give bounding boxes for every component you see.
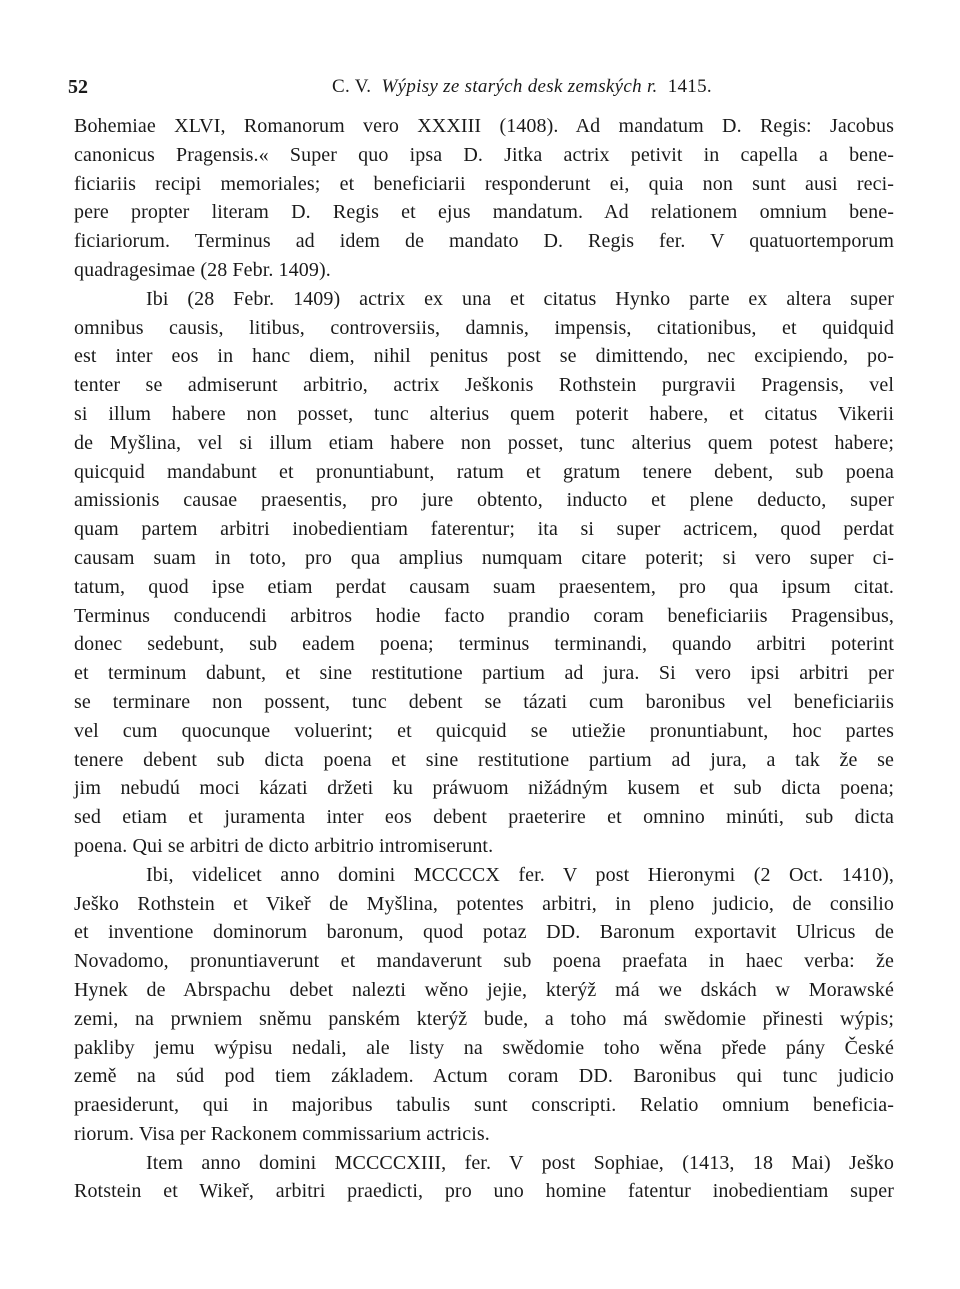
text-line: causam suam in toto, pro qua amplius numquam citare poterit; si vero super ci- (74, 546, 894, 569)
text-line: riorum. Visa per Rackonem commissarium actricis. (74, 1122, 490, 1145)
text-line: Ješko Rothstein et Vikeř de Myšlina, potentes arbitri, in pleno judicio, de consilio (74, 892, 894, 915)
text-line: quam partem arbitri inobedientiam faterentur; ita si super actricem, quod perdat (74, 518, 894, 541)
text-line: sed etiam et juramenta inter eos debent praeterire et omnino minúti, sub dicta (74, 806, 894, 829)
paragraph (74, 861, 894, 1149)
text-line: jim nebudú moci kázati držeti ku práwuom nižádným kusem et sub dicta poena; (74, 777, 894, 800)
running-year: 1415. (667, 76, 712, 97)
text-line: est inter eos in hanc diem, nihil penitus post se dimittendo, nec excipiendo, po- (74, 345, 894, 368)
text-line: tenter se admiserunt arbitrio, actrix Ješkonis Rothstein purgravii Pragensis, vel (74, 374, 894, 397)
text-line: quadragesimae (28 Febr. 1409). (74, 258, 331, 281)
text-line: Ibi (28 Febr. 1409) actrix ex una et citatus Hynko parte ex altera super (146, 287, 894, 310)
text-line: tatum, quod ipse etiam perdat causam suam praesentem, pro qua ipsum citat. (74, 575, 894, 598)
text-line: praesiderunt, qui in majoribus tabulis sunt conscripti. Relatio omnium beneficia- (74, 1094, 894, 1117)
running-head (332, 76, 712, 98)
text-line: Terminus conducendi arbitros hodie facto prandio coram beneficiariis Pragensibus, (74, 604, 894, 627)
text-line: Ibi, videlicet anno domini MCCCCX fer. V post Hieronymi (2 Oct. 1410), (146, 863, 894, 886)
text-line: pere propter literam D. Regis et ejus mandatum. Ad relationem omnium bene- (74, 201, 894, 224)
chapter-label: C. V. (332, 76, 372, 97)
text-line: Hynek de Abrspachu debet nalezti wěno jejie, kterýž má we dskách w Morawské (74, 978, 894, 1001)
text-line: tenere debent sub dicta poena et sine restitutione partium ad jura, a tak že se (74, 748, 894, 771)
text-line: Item anno domini MCCCCXIII, fer. V post Sophiae, (1413, 18 Mai) Ješko (146, 1151, 894, 1174)
body-text (74, 112, 894, 1206)
text-line: amissionis causae praesentis, pro jure obtento, inducto et plene deducto, super (74, 489, 894, 512)
text-line: se terminare non possent, tunc debent se tázati cum baronibus vel beneficiariis (74, 690, 894, 713)
text-line: Novadomo, pronuntiaverunt et mandaverunt sub poena praefata in haec verba: že (74, 950, 894, 973)
running-title: Wýpisy ze starých desk zemských r. (381, 76, 658, 97)
text-line: Bohemiae XLVI, Romanorum vero XXXIII (1408). Ad mandatum D. Regis: Jacobus (74, 115, 894, 137)
page-number: 52 (68, 76, 88, 98)
text-line: donec sedebunt, sub eadem poena; terminus terminandi, quando arbitri poterint (74, 633, 894, 656)
text-line: pakliby jemu wýpisu nedali, ale listy na swědomie toho wěna přede pány České (74, 1036, 894, 1059)
text-line: quicquid mandabunt et pronuntiabunt, ratum et gratum tenere debent, sub poena (74, 460, 894, 483)
text-line: poena. Qui se arbitri de dicto arbitrio intromiserunt. (74, 834, 494, 857)
page-header (68, 70, 898, 106)
text-line: země na súd pod tiem základem. Actum coram DD. Baronibus qui tunc judicio (74, 1065, 894, 1088)
text-line: zemi, na prwniem sněmu panském kterýž bude, a toho má swědomie přinesti wýpis; (74, 1007, 894, 1030)
text-line: de Myšlina, vel si illum etiam habere non posset, tunc alterius quem potest habere; (74, 431, 894, 454)
paragraph (74, 1149, 894, 1207)
paragraph (74, 285, 894, 861)
text-line: et inventione dominorum baronum, quod potaz DD. Baronum exportavit Ulricus de (74, 921, 894, 944)
text-line: omnibus causis, litibus, controversiis, damnis, impensis, citationibus, et quidquid (74, 316, 894, 339)
paragraph (74, 112, 894, 285)
text-line: ficiariorum. Terminus ad idem de mandato D. Regis fer. V quatuortemporum (74, 230, 894, 253)
text-line: ficiariis recipi memoriales; et beneficiarii responderunt ei, quia non sunt ausi reci- (74, 172, 894, 195)
text-line: si illum habere non posset, tunc alterius quem poterit habere, et citatus Vikerii (74, 402, 894, 425)
text-line: vel cum quocunque voluerint; et quicquid se utiežie pronuntiabunt, hoc partes (74, 719, 894, 742)
text-line: Rotstein et Wikeř, arbitri praedicti, pro uno homine fatentur inobedientiam super (74, 1180, 894, 1203)
text-line: canonicus Pragensis.« Super quo ipsa D. Jitka actrix petivit in capella a bene- (74, 143, 894, 166)
text-line: et terminum dabunt, et sine restitutione partium ad jura. Si vero ipsi arbitri per (74, 662, 894, 685)
